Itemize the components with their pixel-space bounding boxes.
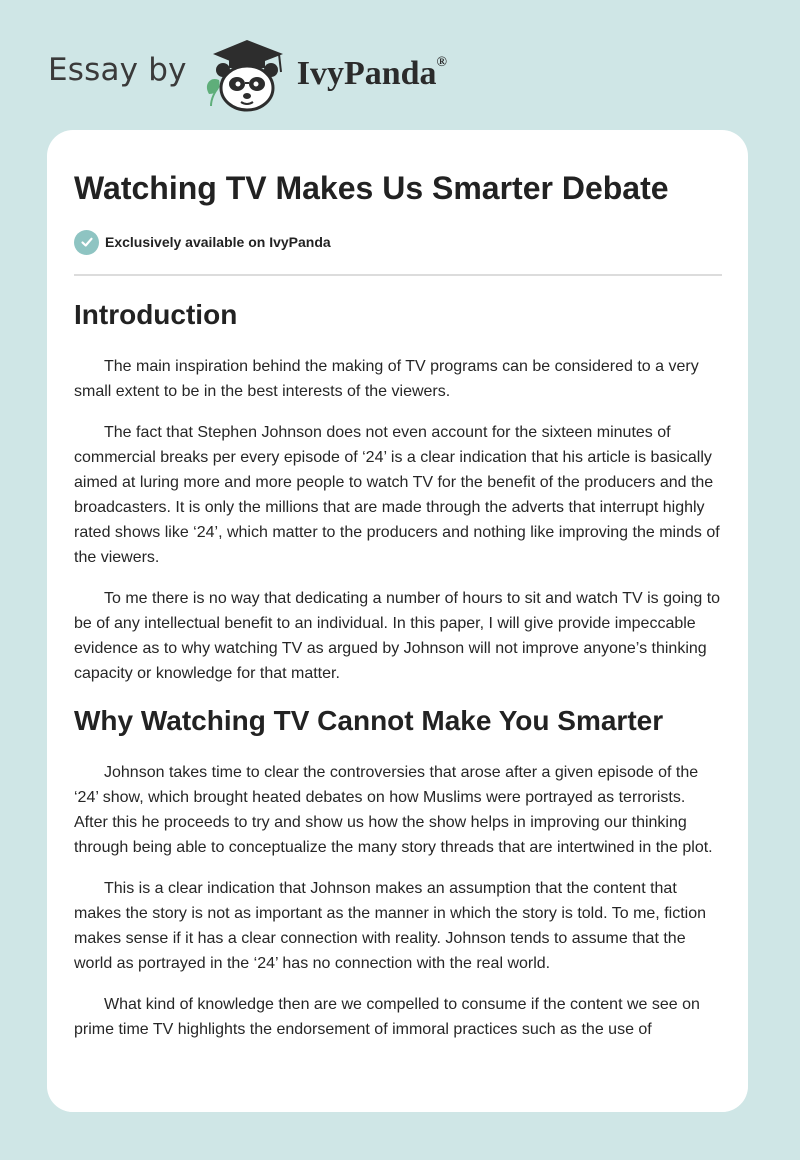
paragraph: The main inspiration behind the making of TV programs can be considered to a very small extent to be in the best interests of the viewers.: [74, 358, 699, 400]
section-why-watching-tv: [74, 702, 722, 1042]
paragraph: What kind of knowledge then are we compelled to consume if the content we see on prime time TV highlights the endorsement of immoral practices such as the use of: [74, 996, 700, 1038]
brand-name[interactable]: [297, 55, 447, 93]
paragraph: To me there is no way that dedicating a number of hours to sit and watch TV is going to be of any intellectual benefit to an individual. In this paper, I will give provide impeccable evidence as to why watching TV as argued by Johnson will not improve anyone’s thinking capacity or knowledge for that matter.: [74, 590, 721, 682]
site-header: [48, 36, 447, 116]
paragraph: This is a clear indication that Johnson makes an assumption that the content that makes the story is not as important as the manner in which the story is told. To me, fiction makes sense if it has a clear connection with reality. Johnson tends to assume that the world as portrayed in the ‘24’ has no connection with the real world.: [74, 880, 706, 972]
section-heading: Why Watching TV Cannot Make You Smarter: [74, 705, 664, 736]
registered-mark: ®: [436, 54, 448, 70]
paragraph: Johnson takes time to clear the controversies that arose after a given episode of the ‘24’ show, which brought heated debates on how Muslims were portrayed as terrorists. After this he proceeds to try and show us how the show helps in improving our thinking through being able to conceptualize the many story threads that are intertwined in the plot.: [74, 764, 713, 856]
panda-graduate-icon[interactable]: [201, 36, 291, 116]
essay-card: [47, 130, 748, 1112]
paragraph: The fact that Stephen Johnson does not even account for the sixteen minutes of commercial breaks per every episode of ‘24’ is a clear indication that his article is basically aimed at luring more and more people to watch TV for the benefit of the producers and the broadcasters. It is only the millions that are made through the adverts that interrupt highly rated shows like ‘24’, which matter to the producers and nothing like improving the minds of the viewers.: [74, 424, 720, 566]
check-icon: [74, 230, 99, 255]
exclusive-badge-text: Exclusively available on IvyPanda: [105, 234, 331, 250]
title-divider: [74, 274, 722, 276]
essay-by-label: Essay by: [48, 52, 187, 88]
section-heading: Introduction: [74, 299, 238, 330]
section-introduction: [74, 296, 722, 686]
brand-label: IvyPanda: [296, 55, 437, 92]
content-fade-overlay: [47, 1052, 748, 1112]
page-title: Watching TV Makes Us Smarter Debate: [74, 170, 669, 206]
exclusive-badge: [74, 228, 722, 256]
